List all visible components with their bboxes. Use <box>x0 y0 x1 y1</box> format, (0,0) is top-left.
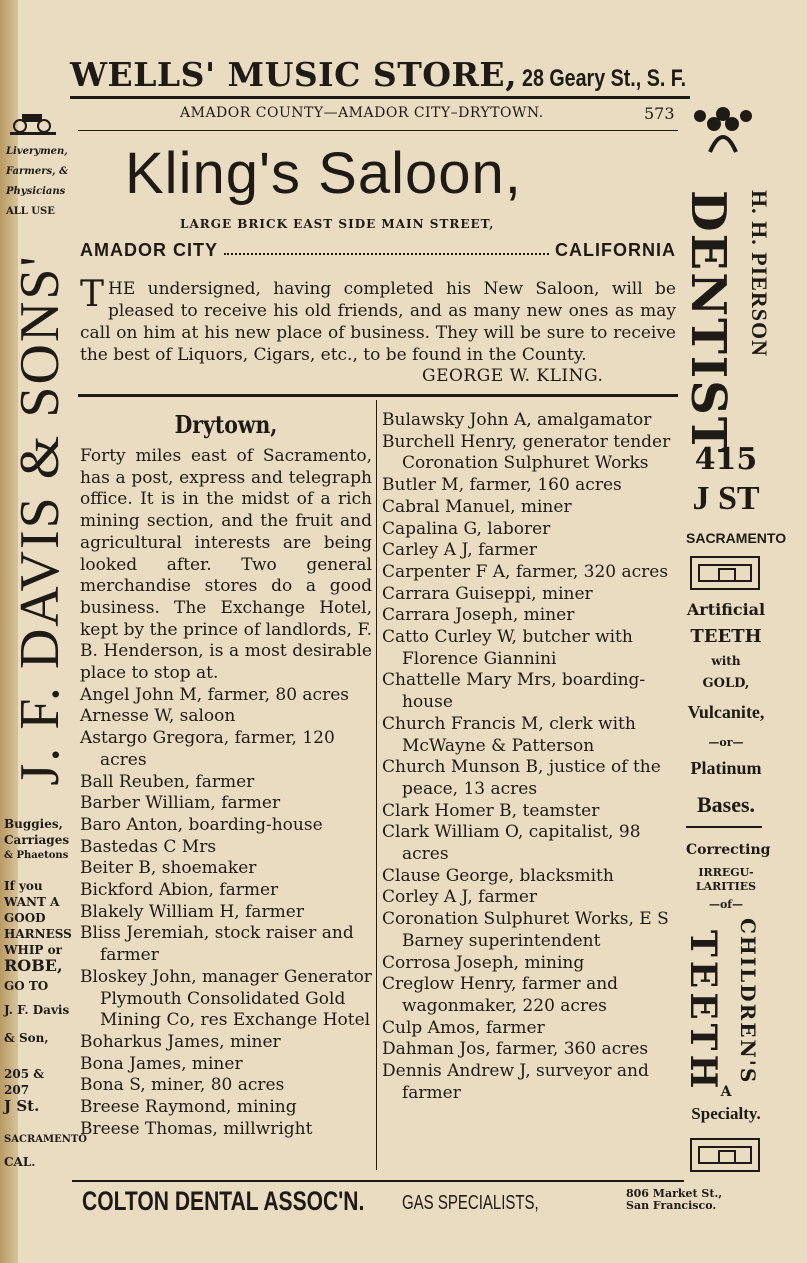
left-column <box>80 410 372 1141</box>
left-ad-lower-1: Buggies, <box>4 817 63 831</box>
directory-entry: Bloskey John, manager Generator Plymouth Consolidated Gold Mining Co, res Exchange Hotel <box>80 966 372 1031</box>
bottom-banner-name: COLTON DENTAL ASSOC'N. <box>82 1186 365 1216</box>
bottom-banner-address-2: San Francisco. <box>626 1199 717 1212</box>
directory-entry: Clause George, blacksmith <box>382 865 614 886</box>
right-ad-teeth-text: TEETH <box>682 930 724 1093</box>
bottom-banner <box>82 1186 723 1217</box>
directory-entry: Capalina G, laborer <box>382 518 551 539</box>
directory-entry: Church Francis M, clerk with McWayne & Patterson <box>382 713 636 756</box>
ornament-icon <box>690 556 760 590</box>
left-ad-lower-8: WHIP or <box>4 943 62 957</box>
right-ad-name-text: H. H. PIERSON <box>747 190 772 358</box>
left-ad-lower-2: Carriages <box>4 833 70 847</box>
directory-entry: Bickford Abion, farmer <box>80 880 279 901</box>
left-ad-lower-4: If you <box>4 879 43 893</box>
right-ad-line-9: Correcting <box>686 842 771 858</box>
bottom-rule <box>72 1180 684 1182</box>
directory-entry: Bliss Jeremiah, stock raiser and farmer <box>80 923 354 966</box>
ad-title: Kling's Saloon, <box>125 141 522 206</box>
directory-entry: Clark William O, capitalist, 98 acres <box>382 822 641 865</box>
clover-horseshoe-icon <box>690 102 756 158</box>
right-entries <box>382 410 676 1105</box>
right-ad-rule <box>686 826 762 828</box>
right-ad-line-2: TEETH <box>690 626 762 647</box>
top-rule <box>70 96 690 99</box>
bottom-banner-tagline: GAS SPECIALISTS, <box>402 1192 539 1214</box>
left-ad-lower-7: HARNESS <box>4 927 72 941</box>
left-ad-lower-16: CAL. <box>4 1155 36 1169</box>
directory-entry: Dennis Andrew J, surveyor and farmer <box>382 1061 649 1103</box>
left-ad-line-1: Liverymen, <box>6 146 68 157</box>
ad-body <box>80 274 676 366</box>
directory-entry: Blakely William H, farmer <box>80 901 304 922</box>
left-ad-lower-12: & Son, <box>4 1031 49 1045</box>
left-ad-lower-13: 205 & 207 <box>4 1067 45 1097</box>
directory-entry: Church Munson B, justice of the peace, 13 acres <box>382 757 661 799</box>
ad-city: AMADOR CITY <box>80 240 218 260</box>
right-ad-line-10: IRREGU- <box>698 866 754 879</box>
directory-entry: Burchell Henry, generator tender Coronation Sulphuret Works <box>382 431 671 474</box>
left-ad-lower-6: GOOD <box>4 911 46 925</box>
top-banner-address: 28 Geary St., S. F. <box>521 65 686 92</box>
directory-entry: Carrara Joseph, miner <box>382 605 575 626</box>
left-ad-vertical <box>8 240 71 800</box>
top-banner-name: WELLS' MUSIC STORE, <box>70 55 518 94</box>
directory-entry: Chattelle Mary Mrs, boarding-house <box>382 670 646 713</box>
ad-body-text: HE undersigned, having completed his New Saloon, will be pleased to receive his old friends, and as many new ones as may call on him at his new place of business. They will be sure to receive the best of Liquors, Cigars, etc., to be found in the County. <box>80 279 676 365</box>
ad-location <box>80 240 676 261</box>
directory-entry: Bulawsky John A, amalgamator <box>382 410 652 430</box>
directory-entry: Clark Homer B, teamster <box>382 800 600 821</box>
directory-entry: Catto Curley W, butcher with Florence Giannini <box>382 627 633 669</box>
directory-entry: Butler M, farmer, 160 acres <box>382 475 622 496</box>
directory-entry: Arnesse W, saloon <box>80 706 236 727</box>
directory-entry: Breese Raymond, mining <box>80 1097 297 1118</box>
right-ad-line-14: Specialty. <box>691 1104 761 1123</box>
right-ad-childrens-text: CHILDREN'S <box>736 918 760 1085</box>
right-ad-city: SACRAMENTO <box>686 530 787 546</box>
section-heading: Drytown, <box>174 410 278 439</box>
bottom-banner-address <box>626 1188 722 1212</box>
directory-entry: Bastedas C Mrs <box>80 836 217 857</box>
page-number: 573 <box>644 104 675 123</box>
right-ad-line-13: A <box>720 1084 732 1100</box>
directory-entry: Cabral Manuel, miner <box>382 496 572 517</box>
directory-entry: Ball Reuben, farmer <box>80 771 255 792</box>
directory-entry: Corrosa Joseph, mining <box>382 952 585 973</box>
left-ad-line-4: ALL USE <box>6 206 55 217</box>
right-ad-line-8: Bases. <box>696 792 756 817</box>
bottom-banner-address-1: 806 Market St., <box>626 1187 723 1200</box>
carriage-icon <box>10 110 56 135</box>
ad-bottom-rule <box>78 394 678 397</box>
right-ad-vertical-name <box>747 190 807 490</box>
left-entries <box>80 685 372 1141</box>
right-ad-dentist-text: DENTIST <box>680 190 736 455</box>
directory-entry: Astargo Gregora, farmer, 120 acres <box>80 728 335 770</box>
ad-subtitle: LARGE BRICK EAST SIDE MAIN STREET, <box>180 217 495 231</box>
directory-entry: Beiter B, shoemaker <box>80 858 257 879</box>
directory-entry: Dahman Jos, farmer, 360 acres <box>382 1039 649 1060</box>
left-ad-vertical-text: J. F. DAVIS & SONS' <box>9 254 71 786</box>
ad-leader-dots <box>224 240 549 255</box>
directory-entry: Angel John M, farmer, 80 acres <box>80 684 349 705</box>
left-ad-lower-9: ROBE, <box>4 956 63 975</box>
column-separator <box>376 400 377 1170</box>
right-ad-line-1: Artificial <box>686 600 766 619</box>
ad-signature: GEORGE W. KLING. <box>422 366 604 386</box>
right-ad-line-3: with <box>711 654 741 668</box>
running-head: AMADOR COUNTY—AMADOR CITY–DRYTOWN. <box>180 105 544 121</box>
left-ad-line-3: Physicians <box>6 186 66 197</box>
directory-entry: Carley A J, farmer <box>382 540 537 561</box>
directory-entry: Coronation Sulphuret Works, E S Barney superintendent <box>382 909 669 951</box>
left-ad-lower-3: & Phaetons <box>4 850 69 861</box>
directory-entry: Breese Thomas, millwright <box>80 1118 313 1139</box>
right-ad-line-6: —or— <box>708 736 744 749</box>
ornament-icon-bottom <box>690 1138 760 1172</box>
right-ad-number: 415 <box>694 442 758 477</box>
top-banner <box>70 55 690 99</box>
right-ad-vertical-teeth <box>682 930 807 1230</box>
directory-entry: Baro Anton, boarding-house <box>80 814 323 835</box>
directory-entry: Barber William, farmer <box>80 793 281 814</box>
left-ad-lower-5: WANT A <box>4 895 60 909</box>
directory-entry: Bona S, miner, 80 acres <box>80 1075 285 1096</box>
right-ad-line-12: —of— <box>708 898 744 911</box>
right-ad-line-11: LARITIES <box>695 880 757 893</box>
right-column <box>382 410 676 1105</box>
left-ad-line-2: Farmers, & <box>6 166 69 177</box>
directory-entry: Creglow Henry, farmer and wagonmaker, 220 acres <box>382 974 619 1016</box>
directory-entry: Corley A J, farmer <box>382 887 538 908</box>
right-ad-line-5: Vulcanite, <box>687 702 765 722</box>
right-ad-line-4: GOLD, <box>702 676 750 691</box>
left-ad-lower-10: GO TO <box>4 979 49 993</box>
directory-entry: Culp Amos, farmer <box>382 1017 545 1038</box>
right-ad-line-7: Platinum <box>690 758 762 778</box>
ad-dropcap: T <box>80 274 105 315</box>
directory-entry: Boharkus James, miner <box>80 1031 281 1052</box>
directory-entry: Carrara Guiseppi, miner <box>382 583 593 604</box>
head-rule <box>78 130 678 131</box>
right-ad-street: J ST <box>692 480 760 517</box>
ad-state: CALIFORNIA <box>555 240 676 260</box>
left-ad-lower-15: SACRAMENTO <box>4 1134 87 1145</box>
directory-entry: Carpenter F A, farmer, 320 acres <box>382 561 669 582</box>
left-ad-lower-11: J. F. Davis <box>4 1003 70 1017</box>
directory-entry: Bona James, miner <box>80 1053 243 1074</box>
left-ad-lower-14: J St. <box>4 1097 40 1115</box>
section-intro: Forty miles east of Sacramento, has a post, express and telegraph office. It is in the midst of a rich mining section, and the fruit and agricultural interests are being looked after. Two general merchandise stores do a good business. The Exchange Hotel, kept by the prince of landlords, F. B. Henderson, is a most desirable place to stop at. <box>80 446 372 684</box>
